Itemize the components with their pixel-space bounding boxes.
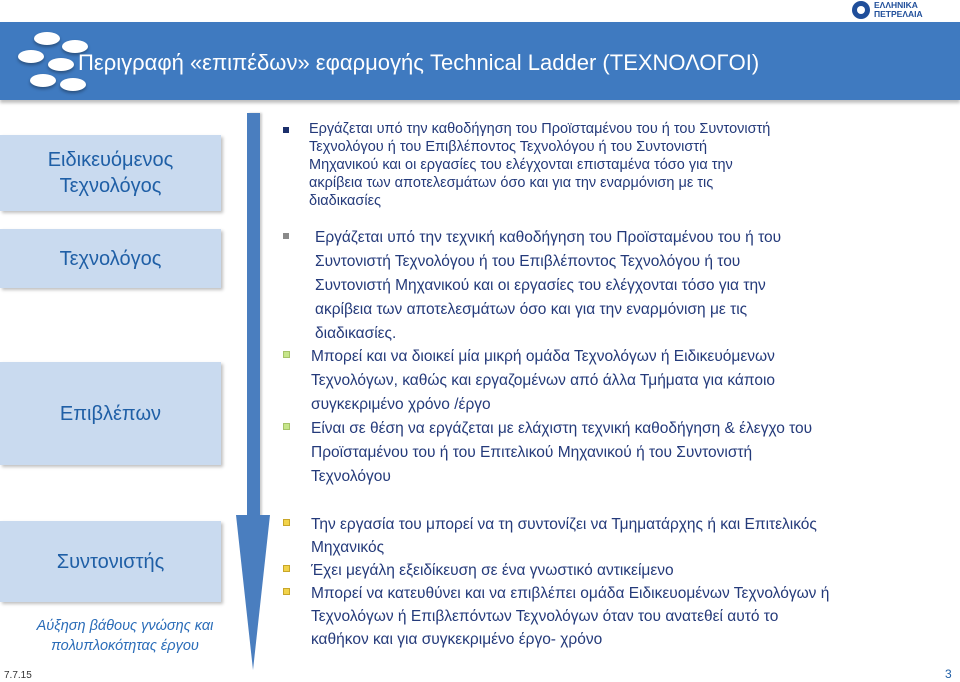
- square-bullet-icon: [283, 351, 290, 358]
- level-label: Επιβλέπων: [59, 402, 162, 425]
- square-bullet-icon: [283, 565, 290, 572]
- level-label: Τεχνολόγος: [59, 247, 162, 270]
- level-label: Ειδικευόμενος: [47, 149, 174, 171]
- hellenic-petroleum-logo: [852, 0, 952, 22]
- footer-date: 7.7.15: [4, 670, 32, 681]
- level-trainee-technologist: [0, 135, 221, 211]
- logo-icon: [852, 1, 870, 19]
- level-coordinator: [0, 521, 221, 602]
- square-bullet-icon: [283, 519, 290, 526]
- level-technologist: [0, 229, 221, 288]
- logo-line-1: ΕΛΛΗΝΙΚΑ: [874, 0, 918, 10]
- square-bullet-icon: [283, 423, 290, 430]
- depth-caption: Αύξηση βάθους γνώσης και πολυπλοκότητας έργου: [36, 618, 214, 654]
- supervisor-point-2: Είναι σε θέση να εργάζεται με ελάχιστη τεχνική καθοδήγηση & έλεγχο του Προϊσταμένου του ή του Επιτελικού Μηχανικού ή του Συντονιστή Τεχνολόγου: [311, 420, 813, 485]
- supervisor-point-1: Μπορεί και να διοικεί μία μικρή ομάδα Τεχνολόγων ή Ειδικευόμενων Τεχνολόγων, καθώς και εργαζομένων από άλλα Τμήματα για κάποιο συγκεκριμένο χρόνο /έργο: [311, 348, 776, 413]
- trainee-text: Εργάζεται υπό την καθοδήγηση του Προϊσταμένου του ή του Συντονιστή Τεχνολόγου ή του Επιβλέποντος Τεχνολόγου ή του Συντονιστή Μηχανικού και οι εργασίες του ελέγχονται επισταμένα τόσο για την ακρίβεια των αποτελεσμάτων όσο και για την εναρμόνιση με τις διαδικασίες: [309, 121, 771, 209]
- level-label: Τεχνολόγος: [59, 175, 162, 197]
- square-bullet-icon: [283, 588, 290, 595]
- page-number: 3: [945, 667, 952, 681]
- coordinator-point-3: Μπορεί να κατευθύνει και να επιβλέπει ομάδα Ειδικευομένων Τεχνολόγων ή Τεχνολόγων ή Επιβλεπόντων Τεχνολόγων όταν του ανατεθεί αυτό το καθήκον και για συγκεκριμένο έργο- χρόνο: [311, 585, 830, 648]
- level-label: Συντονιστής: [56, 550, 165, 573]
- down-arrow-icon: [236, 515, 270, 670]
- square-bullet-icon: [283, 127, 289, 133]
- page-title: Περιγραφή «επιπέδων» εφαρμογής Technical Ladder (ΤΕΧΝΟΛΟΓΟΙ): [78, 50, 760, 75]
- coordinator-point-1: Την εργασία του μπορεί να τη συντονίζει να Τμηματάρχης ή και Επιτελικός Μηχανικός: [311, 516, 817, 556]
- logo-line-2: ΠΕΤΡΕΛΑΙΑ: [874, 9, 923, 19]
- square-bullet-icon: [283, 233, 289, 239]
- coordinator-point-2: Έχει μεγάλη εξειδίκευση σε ένα γνωστικό αντικείμενο: [311, 562, 674, 579]
- technologist-text: Εργάζεται υπό την τεχνική καθοδήγηση του Προϊσταμένου του ή του Συντονιστή Τεχνολόγου ή του Επιβλέποντος Τεχνολόγου ή του Συντονιστή Μηχανικού και οι εργασίες του ελέγχονται τόσο για την ακρίβεια των αποτελεσμάτων όσο και για την εναρμόνιση με τις διαδικασίες.: [315, 229, 782, 342]
- progression-arrow-shaft: [247, 113, 260, 527]
- description-area: [283, 120, 953, 665]
- level-supervisor: [0, 362, 221, 465]
